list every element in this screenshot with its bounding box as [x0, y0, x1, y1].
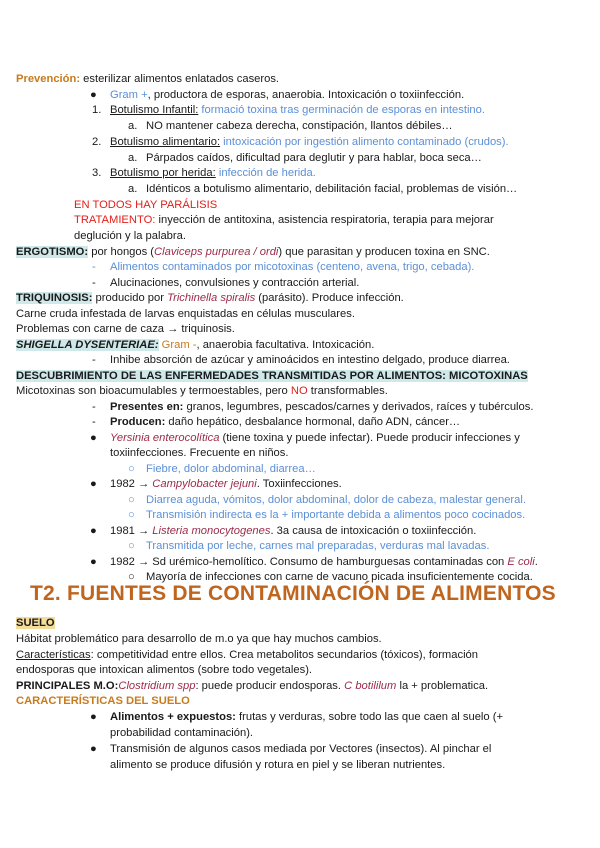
- yersinia-item: ● Yersinia enterocolítica (tiene toxina y puede infectar). Puede producir infecciones y: [90, 432, 520, 444]
- habitat-line: Hábitat problemático para desarrollo de m.o ya que hay muchos cambios.: [16, 633, 382, 645]
- caracteristicas-line-2: endosporas que intoxican alimentos (sobre todo vegetales).: [16, 664, 313, 676]
- expuestos-item: ● Alimentos + expuestos: frutas y verduras, sobre todo las que caen al suelo (+: [90, 711, 504, 723]
- caza-line: Problemas con carne de caza → triquinosis.: [16, 323, 235, 335]
- alimentario-sub: a. Párpados caídos, dificultad para deglutir y para hablar, boca seca…: [128, 152, 482, 164]
- paralisis-note: EN TODOS HAY PARÁLISIS: [74, 199, 218, 211]
- herida-sub: a. Idénticos a botulismo alimentario, debilitación facial, problemas de visión…: [128, 183, 518, 195]
- listeria-sub: ○ Transmitida por leche, carnes mal preparadas, verduras mal lavadas.: [128, 540, 490, 552]
- suelo-heading: SUELO: [16, 617, 55, 629]
- sd-sub: ○ Mayoría de infecciones con carne de vacuno picada insuficientemente cocida.: [128, 571, 533, 583]
- shigella-line: SHIGELLA DYSENTERIAE: Gram -, anaerobia facultativa. Intoxicación.: [16, 339, 375, 351]
- tratamiento-line-2: deglución y la palabra.: [74, 230, 186, 242]
- expuestos-item-2: probabilidad contaminación).: [110, 727, 254, 739]
- ergotismo-item-2: - Alucinaciones, convulsiones y contracción arterial.: [92, 277, 360, 289]
- infantil-sub: a. NO mantener cabeza derecha, constipación, llantos débiles…: [128, 120, 453, 132]
- ergotismo-line: ERGOTISMO: por hongos (Claviceps purpurea / ordi) que parasitan y producen toxina en SNC.: [16, 246, 490, 258]
- triquinosis-line: TRIQUINOSIS: producido por Trichinella spiralis (parásito). Produce infección.: [16, 292, 404, 304]
- presentes-item: - Presentes en: granos, legumbres, pescados/carnes y derivados, raíces y tubérculos.: [92, 401, 534, 413]
- tratamiento-line: TRATAMIENTO: inyección de antitoxina, asistencia respiratoria, terapia para mejorar: [74, 214, 494, 226]
- ergotismo-item-1: - Alimentos contaminados por micotoxinas (centeno, avena, trigo, cebada).: [92, 261, 475, 273]
- producen-item: - Producen: daño hepático, desbalance hormonal, daño ADN, cáncer…: [92, 416, 461, 428]
- carne-line: Carne cruda infestada de larvas enquistadas en células musculares.: [16, 308, 355, 320]
- botulismo-alimentario: 2. Botulismo alimentario: intoxicación por ingestión alimento contaminado (crudos).: [92, 136, 509, 148]
- campy-sub-2: ○ Transmisión indirecta es la + importante debida a alimentos poco cocinados.: [128, 509, 526, 521]
- micotoxinas-line: Micotoxinas son bioacumulables y termoestables, pero NO transformables.: [16, 385, 388, 397]
- prevencion-line: Prevención: esterilizar alimentos enlatados caseros.: [16, 73, 280, 85]
- shigella-item: - Inhibe absorción de azúcar y aminoácidos en intestino delgado, produce diarrea.: [92, 354, 510, 366]
- vectores-item: ● Transmisión de algunos casos mediada por Vectores (insectos). Al pinchar el: [90, 743, 492, 755]
- yersinia-sub: ○ Fiebre, dolor abdominal, diarrea…: [128, 463, 316, 475]
- yersinia-item-2: toxiinfecciones. Frecuente en niños.: [110, 447, 289, 459]
- caracteristicas-suelo-heading: CARACTERÍSTICAS DEL SUELO: [16, 695, 190, 707]
- t2-title: T2. FUENTES DE CONTAMINACIÓN DE ALIMENTOS: [30, 582, 556, 605]
- vectores-item-2: alimento se produce difusión y rotura en piel y se liberan nutrientes.: [110, 759, 446, 771]
- listeria-item: ● 1981 → Listeria monocytogenes. 3a causa de intoxicación o toxiinfección.: [90, 525, 477, 537]
- descubrimiento-heading: DESCUBRIMIENTO DE LAS ENFERMEDADES TRANSMITIDAS POR ALIMENTOS: MICOTOXINAS: [16, 370, 528, 382]
- caracteristicas-line: Características: competitividad entre ellos. Crea metabolitos secundarios (tóxicos), formación: [16, 649, 478, 661]
- gram-line: ● Gram +, productora de esporas, anaerobia. Intoxicación o toxiinfección.: [90, 88, 586, 104]
- botulismo-herida: 3. Botulismo por herida: infección de herida.: [92, 167, 316, 179]
- campy-sub-1: ○ Diarrea aguda, vómitos, dolor abdominal, dolor de cabeza, malestar general.: [128, 494, 526, 506]
- bullet-icon: ●: [90, 89, 97, 101]
- botulismo-infantil: 1. Botulismo Infantil: formació toxina tras germinación de esporas en intestino.: [92, 104, 485, 116]
- sd-item: ● 1982 → Sd urémico-hemolítico. Consumo de hamburguesas contaminadas con E coli.: [90, 556, 538, 568]
- principales-line: PRINCIPALES M.O:Clostridium spp: puede producir endosporas. C botililum la + problematica.: [16, 680, 489, 692]
- campylobacter-item: ● 1982 → Campylobacter jejuni. Toxiinfecciones.: [90, 478, 342, 490]
